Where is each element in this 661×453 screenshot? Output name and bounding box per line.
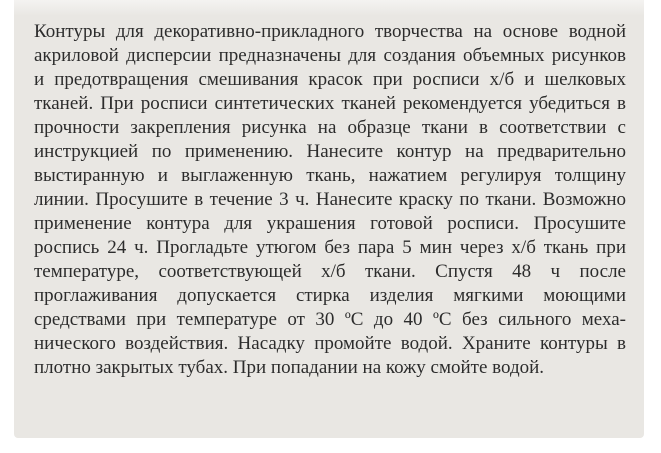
text-line: линии. Просушите в течение 3 ч. Нанесите краску по ткани. Возможно	[34, 189, 626, 210]
text-line-last: плотно закрытых тубах. При попадании на кожу смойте водой.	[34, 357, 545, 378]
text-line: тканей. При росписи синтетических тканей рекомендуется убедиться в	[34, 93, 626, 114]
text-line: роспись 24 ч. Прогладьте утюгом без пара 5 мин через х/б ткань при	[34, 237, 626, 258]
text-line: нического воздействия. Насадку промойте водой. Храните контуры в	[34, 333, 626, 354]
text-line: инструкцией по применению. Нанесите контур на предварительно	[34, 141, 626, 162]
text-line: проглаживания допускается стирка изделия мягкими моющими	[34, 285, 626, 306]
text-line: прочности закрепления рисунка на образце ткани в соответствии с	[34, 117, 626, 138]
text-line: выстиранную и выглаженную ткань, нажатием регулируя толщину	[34, 165, 626, 186]
text-line: и предотвращения смешивания красок при росписи х/б и шелковых	[34, 69, 626, 90]
instruction-panel	[14, 0, 644, 438]
text-line: акриловой дисперсии предназначены для создания объемных рисунков	[34, 45, 626, 66]
text-line: применение контура для украшения готовой росписи. Просушите	[34, 213, 626, 234]
text-line: средствами при температуре от 30 ºС до 40 ºС без сильного меха-	[34, 309, 626, 330]
instruction-text	[34, 20, 626, 380]
top-strip	[14, 0, 644, 16]
text-line: Контуры для декоративно-прикладного творчества на основе водной	[34, 21, 626, 42]
text-line: температуре, соответствующей х/б ткани. Спустя 48 ч после	[34, 261, 626, 282]
